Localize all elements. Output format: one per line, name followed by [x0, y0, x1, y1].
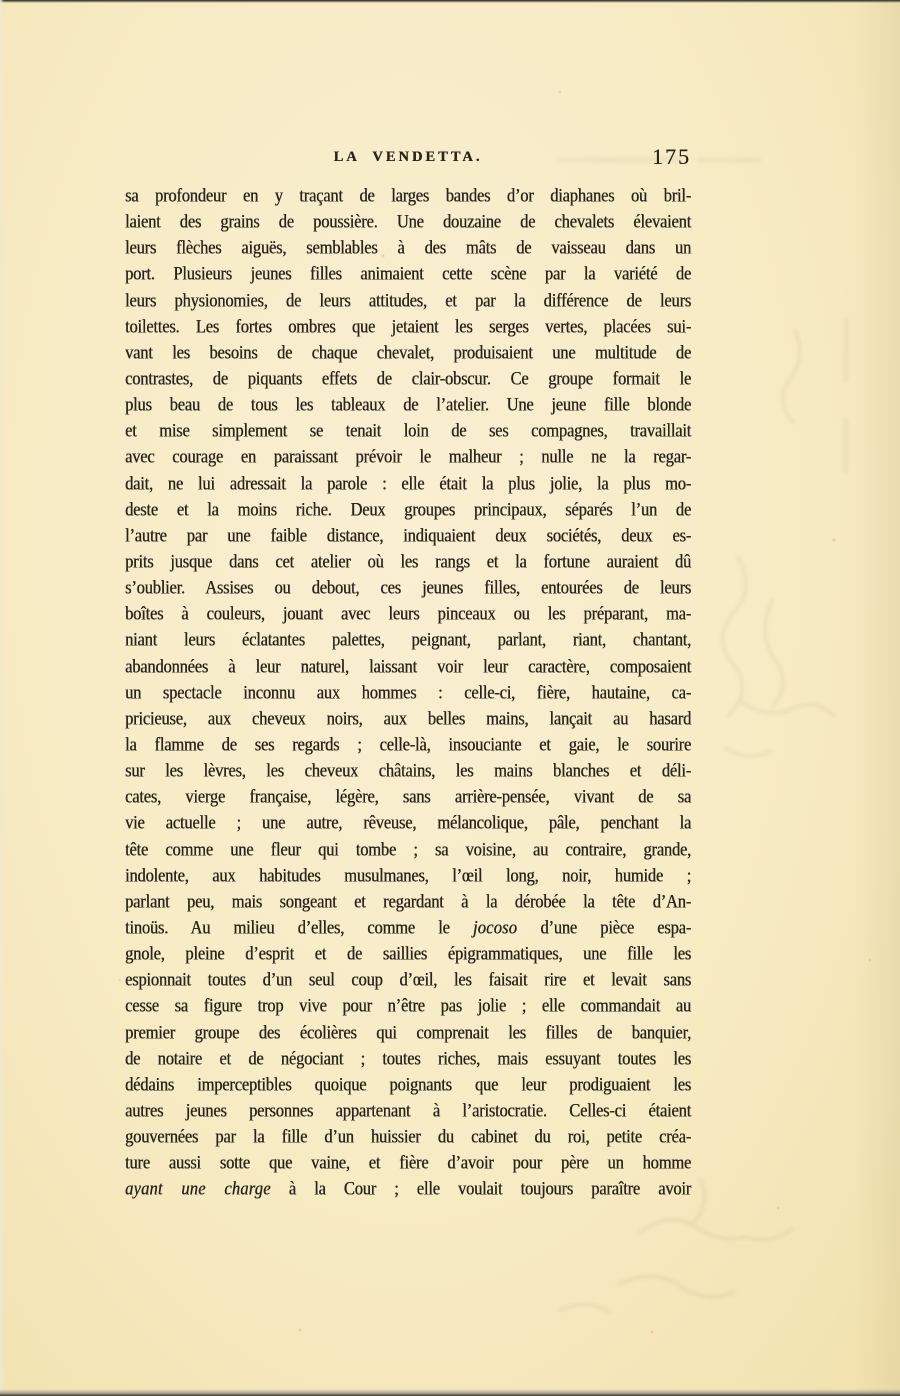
text-line: dait, ne lui adressait la parole : elle était la plus jolie, la plus mo-: [125, 472, 691, 494]
text-line: laient des grains de poussière. Une douzaine de chevalets élevaient: [125, 210, 691, 233]
text-line: toilettes. Les fortes ombres que jetaient les serges vertes, placées sui-: [125, 315, 691, 338]
running-header-title: LA VENDETTA.: [333, 149, 483, 165]
page-right-shading: [854, 0, 900, 1396]
text-line: sur les lèvres, les cheveux châtains, les mains blanches et déli-: [125, 759, 691, 782]
text-line: l’autre par une faible distance, indiquaient deux sociétés, deux es-: [125, 524, 691, 547]
text-line: autres jeunes personnes appartenant à l’aristocratie. Celles-ci étaient: [125, 1099, 691, 1122]
text-line: boîtes à couleurs, jouant avec leurs pinceaux ou les préparant, ma-: [125, 602, 691, 625]
text-line: port. Plusieurs jeunes filles animaient cette scène par la variété de: [125, 262, 691, 285]
text-line: deste et la moins riche. Deux groupes principaux, séparés l’un de: [125, 498, 691, 521]
text-line: sa profondeur en y traçant de larges bandes d’or diaphanes où bril-: [125, 184, 691, 207]
page-edge-bottom: [0, 1389, 900, 1396]
text-line: vie actuelle ; une autre, rêveuse, mélancolique, pâle, penchant la: [125, 811, 691, 834]
text-line: abandonnées à leur naturel, laissant voir leur caractère, composaient: [125, 655, 691, 677]
text-line: tête comme une fleur qui tombe ; sa voisine, au contraire, grande,: [125, 838, 691, 860]
text-line: parlant peu, mais songeant et regardant à la dérobée la tête d’An-: [125, 890, 691, 913]
text-line: contrastes, de piquants effets de clair-obscur. Ce groupe formait le: [125, 367, 691, 390]
text-line: tinoüs. Au milieu d’elles, comme le jocoso d’une pièce espa-: [125, 916, 691, 939]
text-line: indolente, aux habitudes musulmanes, l’œil long, noir, humide ;: [125, 864, 691, 886]
text-line: avec courage en paraissant prévoir le malheur ; nulle ne la regar-: [125, 445, 691, 468]
text-line: leurs flèches aiguës, semblables à des mâts de vaisseau dans un: [125, 236, 691, 259]
text-line: gnole, pleine d’esprit et de saillies épigrammatiques, une fille les: [125, 942, 691, 965]
text-line: un spectacle inconnu aux hommes : celle-ci, fière, hautaine, ca-: [125, 681, 691, 704]
body-text: [125, 183, 691, 1202]
text-line: et mise simplement se tenait loin de ses compagnes, travaillait: [125, 419, 691, 442]
page-number: 175: [652, 144, 691, 169]
running-header: [125, 144, 691, 179]
text-line: ture aussi sotte que vaine, et fière d’avoir pour père un homme: [125, 1151, 691, 1174]
page-edge-top: [0, 0, 900, 3]
text-line: prits jusque dans cet atelier où les rangs et la fortune auraient dû: [125, 550, 691, 573]
text-line: vant les besoins de chaque chevalet, produisaient une multitude de: [125, 341, 691, 364]
text-line: ayant une charge à la Cour ; elle voulait toujours paraître avoir: [125, 1177, 691, 1200]
text-line: niant leurs éclatantes palettes, peignant, parlant, riant, chantant,: [125, 628, 691, 651]
text-line: dédains imperceptibles quoique poignants que leur prodiguaient les: [125, 1073, 691, 1096]
text-line: cesse sa figure trop vive pour n’être pas jolie ; elle commandait au: [125, 994, 691, 1017]
text-line: espionnait toutes d’un seul coup d’œil, les faisait rire et levait sans: [125, 968, 691, 991]
text-line: cates, vierge française, légère, sans arrière-pensée, vivant de sa: [125, 785, 691, 808]
text-line: plus beau de tous les tableaux de l’atelier. Une jeune fille blonde: [125, 393, 691, 416]
text-line: premier groupe des écolières qui comprenait les filles de banquier,: [125, 1020, 691, 1043]
text-line: pricieuse, aux cheveux noirs, aux belles mains, lançait au hasard: [125, 707, 691, 730]
text-line: s’oublier. Assises ou debout, ces jeunes filles, entourées de leurs: [125, 576, 691, 599]
text-line: la flamme de ses regards ; celle-là, insouciante et gaie, le sourire: [125, 733, 691, 756]
text-line: de notaire et de négociant ; toutes riches, mais essuyant toutes les: [125, 1047, 691, 1069]
text-line: leurs physionomies, de leurs attitudes, et par la différence de leurs: [125, 289, 691, 311]
page-edge-left: [0, 0, 4, 1396]
text-line: gouvernées par la fille d’un huissier du cabinet du roi, petite créa-: [125, 1125, 691, 1148]
